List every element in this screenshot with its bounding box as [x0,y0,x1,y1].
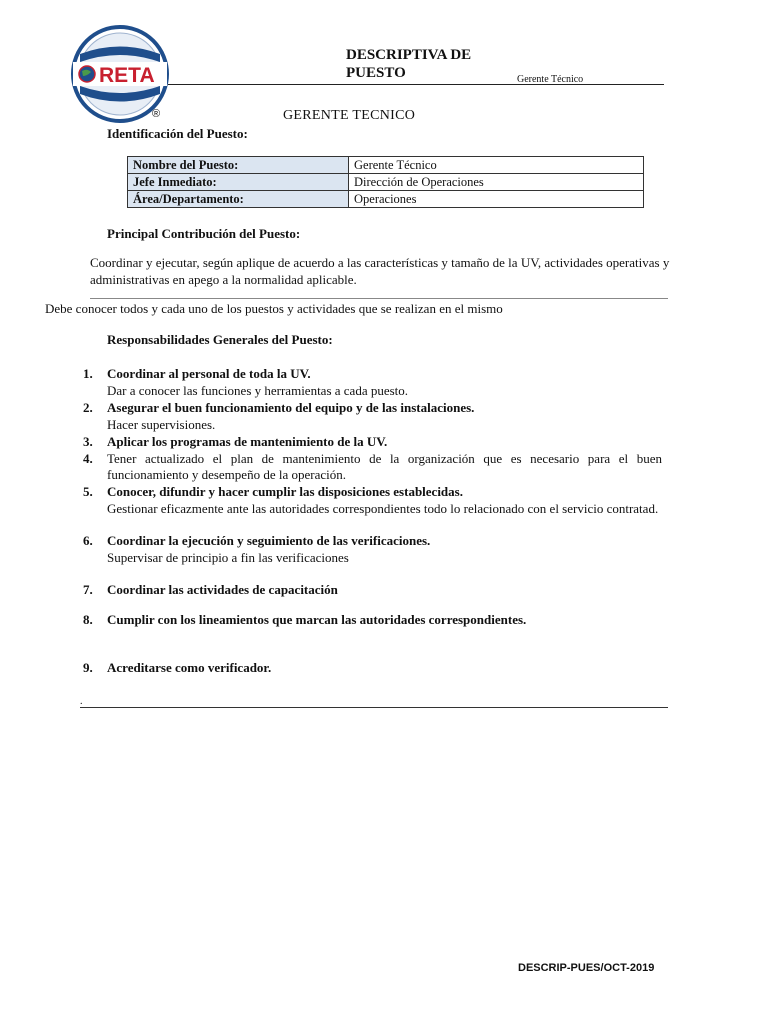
contribution-text: Coordinar y ejecutar, según aplique de acuerdo a las características y tamaño de la UV, actividades operativas y administrativas en apego a la normalidad aplicable. [90,255,670,287]
item-number: 2. [83,400,93,415]
item-description: Gestionar eficazmente ante las autoridades correspondientes todo lo relacionado con el servicio contratad. [107,501,659,516]
item-description: Dar a conocer las funciones y herramientas a cada puesto. [107,383,409,398]
item-description: Tener actualizado el plan de mantenimiento de la organización que es necesario para el buen funcionamiento y desempeño de la operación. [107,451,662,482]
item-number: 8. [83,612,93,627]
row-value: Dirección de Operaciones [349,174,644,191]
item-description: Supervisar de principio a fin las verificaciones [107,550,349,565]
item-number: 4. [83,451,93,466]
responsibilities-heading: Responsabilidades Generales del Puesto: [107,332,333,347]
item-number: 6. [83,533,93,548]
row-label: Área/Departamento: [128,191,349,208]
item-description: Hacer supervisiones. [107,417,216,432]
item-title: Asegurar el buen funcionamiento del equipo y de las instalaciones. [107,400,475,415]
table-row [128,157,644,174]
header-job-name: Gerente Técnico [517,74,584,85]
item-number: 3. [83,434,93,449]
item-title: Coordinar la ejecución y seguimiento de las verificaciones. [107,533,431,548]
row-value: Operaciones [349,191,644,208]
item-title: Cumplir con los lineamientos que marcan las autoridades correspondientes. [107,612,527,627]
table-row [128,191,644,208]
item-title: Conocer, difundir y hacer cumplir las disposiciones establecidas. [107,484,463,499]
item-title: Coordinar al personal de toda la UV. [107,366,311,381]
item-number: 1. [83,366,93,381]
row-value: Gerente Técnico [349,157,644,174]
svg-text:RETA: RETA [99,64,155,87]
registered-mark: ® [152,108,161,120]
footer-code: DESCRIP-PUES/OCT-2019 [518,962,655,974]
job-title: GERENTE TECNICO [283,108,416,123]
end-mark: . [80,696,83,707]
item-number: 9. [83,660,93,675]
document-title: DESCRIPTIVA DE PUESTO [346,47,472,81]
item-title: Coordinar las actividades de capacitación [107,582,338,597]
note-text: Debe conocer todos y cada uno de los puestos y actividades que se realizan en el mismo [45,301,503,316]
item-number: 7. [83,582,93,597]
table-row [128,174,644,191]
header-rule [168,84,664,85]
contribution-heading: Principal Contribución del Puesto: [107,226,301,241]
item-title: Aplicar los programas de mantenimiento de la UV. [107,434,388,449]
end-rule [80,707,668,708]
item-title: Acreditarse como verificador. [107,660,272,675]
divider [90,298,668,299]
row-label: Jefe Inmediato: [128,174,349,191]
identification-table [127,156,644,208]
row-label: Nombre del Puesto: [128,157,349,174]
identification-heading: Identificación del Puesto: [107,126,248,141]
item-number: 5. [83,484,93,499]
